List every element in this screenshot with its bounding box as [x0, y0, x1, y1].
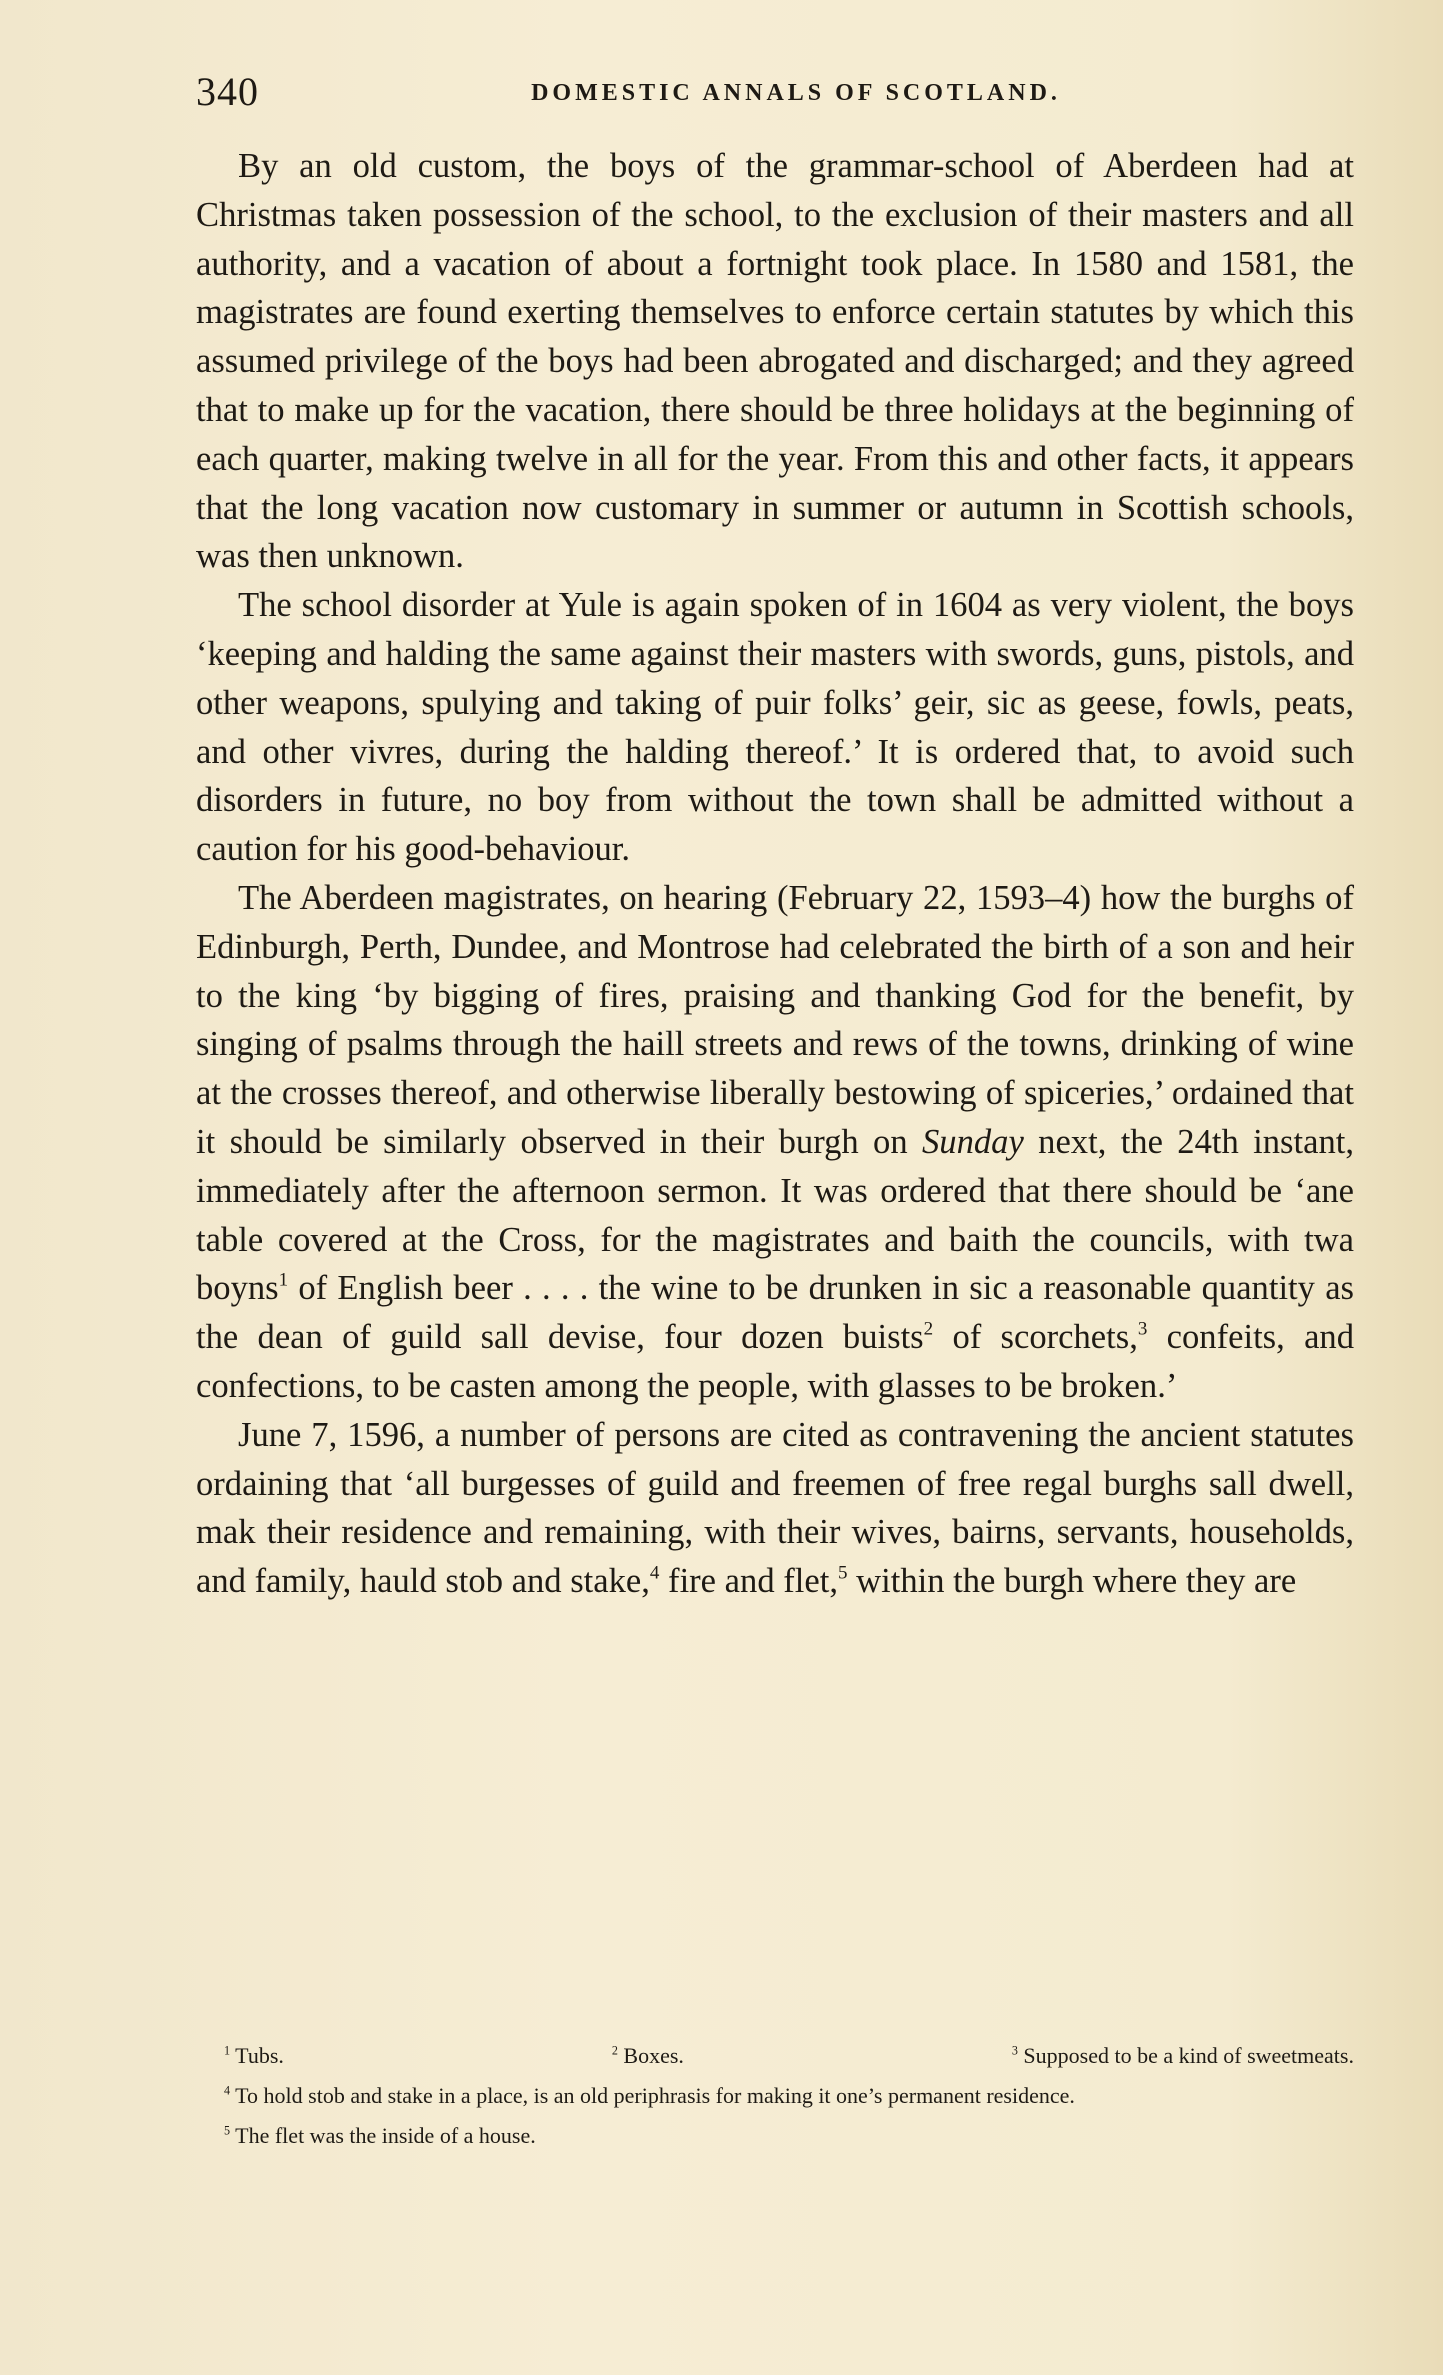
footnote-mark: 1: [224, 2043, 231, 2058]
paragraph-3-text: of scorchets,: [933, 1318, 1138, 1357]
footnote-text: Supposed to be a kind of sweetmeats.: [1023, 2043, 1354, 2068]
footnote-row-1-3: [196, 2036, 1354, 2076]
footnotes: [196, 2036, 1354, 2156]
paragraph-4-text: within the burgh where they are: [847, 1562, 1297, 1601]
paragraph-4: [196, 1411, 1354, 1606]
paragraph-2: The school disorder at Yule is again spoken of in 1604 as very violent, the boys ‘keeping and halding the same against their masters with swords, guns, pistols, and other weapons, spulying and taking of puir folks’ geir, sic as geese, fowls, peats, and other vivres, during the halding thereof.’ It is ordered that, to avoid such disorders in future, no boy from without the town shall be admitted without a caution for his good-behaviour.: [196, 586, 1354, 869]
italic-sunday: Sunday: [922, 1122, 1024, 1161]
footnote-mark: 4: [224, 2083, 231, 2098]
paragraph-1: By an old custom, the boys of the grammar-school of Aberdeen had at Christmas taken possession of the school, to the exclusion of their masters and all authority, and a vacation of about a fortnight took place. In 1580 and 1581, the magistrates are found exerting themselves to enforce certain statutes by which this assumed privilege of the boys had been abrogated and discharged; and they agreed that to make up for the vacation, there should be three holidays at the beginning of each quarter, making twelve in all for the year. From this and other facts, it appears that the long vacation now customary in summer or autumn in Scottish schools, was then unknown.: [196, 147, 1354, 576]
running-head: [196, 62, 1356, 122]
footnote-4: [196, 2076, 1354, 2116]
paragraph-3-text: of English beer . . . . the wine to be drunken in sic a reasonable quantity as the dean of guild sall devise, four dozen buists: [196, 1269, 1354, 1357]
footnote-3: [1012, 2036, 1354, 2076]
footnote-ref-5[interactable]: 5: [837, 1562, 848, 1584]
paragraph-4-text: June 7, 1596, a number of persons are cited as contravening the ancient statutes ordaining that ‘all burgesses of guild and freemen of free regal burghs sall dwell, mak their residence and remaining, with their wives, bairns, servants, households, and family, hauld stob and stake,: [196, 1415, 1354, 1601]
footnote-5: [196, 2116, 1354, 2156]
footnote-ref-3[interactable]: 3: [1137, 1318, 1148, 1340]
footnote-2: [612, 2036, 684, 2076]
paragraph-3-text: The Aberdeen magistrates, on hearing (February 22, 1593–4) how the burghs of Edinburgh, Perth, Dundee, and Montrose had celebrated the birth of a son and heir to the king ‘by bigging of fires, praising and thanking God for the benefit, by singing of psalms through the haill streets and rews of the towns, drinking of wine at the crosses thereof, and otherwise liberally bestowing of spiceries,’ ordained that it should be similarly observed in their burgh on: [196, 878, 1354, 1161]
footnote-mark: 2: [611, 2043, 618, 2058]
footnote-text: The flet was the inside of a house.: [235, 2123, 536, 2148]
footnote-text: To hold stob and stake in a place, is an old periphrasis for making it one’s permanent residence.: [235, 2083, 1075, 2108]
footnote-ref-4[interactable]: 4: [649, 1562, 660, 1584]
paragraph-3: [196, 874, 1354, 1411]
paragraph-3-text: confeits, and confections, to be casten among the people, with glasses to be broken.’: [196, 1318, 1354, 1405]
page-number: 340: [196, 69, 259, 114]
footnote-mark: 5: [224, 2123, 231, 2138]
footnote-ref-2[interactable]: 2: [923, 1318, 934, 1340]
paragraph-4-text: fire and flet,: [659, 1562, 838, 1601]
footnote-ref-1[interactable]: 1: [278, 1270, 289, 1292]
paragraph-3-text: next, the 24th instant, immediately after the afternoon sermon. It was ordered that there should be ‘ane table covered at the Cross, for the magistrates and baith the councils, with twa boyns: [196, 1122, 1354, 1308]
footnote-1: [224, 2036, 284, 2076]
body-text: [196, 142, 1354, 1606]
running-title: DOMESTIC ANNALS OF SCOTLAND.: [531, 80, 1061, 106]
footnote-text: Tubs.: [235, 2043, 284, 2068]
footnote-text: Boxes.: [623, 2043, 684, 2068]
footnote-mark: 3: [1011, 2043, 1018, 2058]
